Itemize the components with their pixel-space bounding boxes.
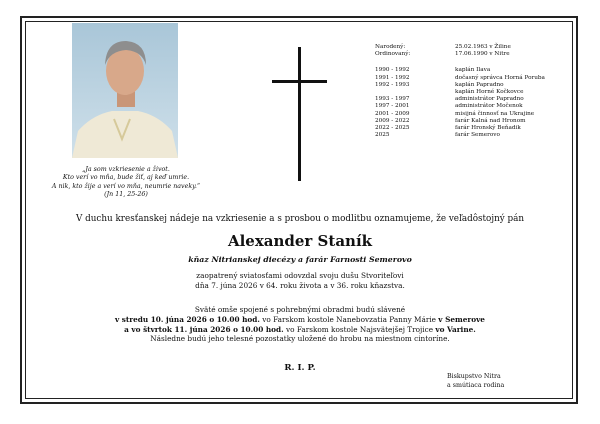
career-years: 2009 - 2022: [375, 117, 410, 124]
career-row: [375, 67, 545, 74]
announcement-intro: V duchu kresťanskej nádeje na vzkriesenie a s prosbou o modlitbu oznamujeme, že veľadôstojný pán: [75, 214, 525, 224]
career-role: administrátor Močenok: [455, 103, 523, 110]
signature-line: Biskupstvo Nitra: [447, 373, 501, 380]
career-row: [375, 118, 545, 125]
career-role: farár Semerovo: [455, 132, 500, 139]
ordination-label: Ordinovaný:: [375, 51, 411, 58]
deceased-role: kňaz Nitrianskej diecézy a farár Farnosti Semerovo: [188, 255, 412, 264]
career-years: 1997 - 2001: [375, 103, 410, 110]
career-row: [375, 103, 545, 110]
mass-line: Následne budú jeho telesné pozostatky uložené do hrobu na miestnom cintoríne.: [150, 334, 450, 344]
signature: [447, 373, 504, 390]
career-years: 2022 - 2025: [375, 125, 410, 132]
cross-icon: [298, 47, 301, 181]
quote-line: „Ja som vzkriesenie a život.: [82, 166, 170, 173]
career-role: dočasný správca Horná Poruba: [455, 74, 545, 81]
quote-line: Kto verí vo mňa, bude žiť, aj keď umrie.: [62, 174, 190, 182]
career-role: kaplán Horné Kočkovce: [455, 89, 524, 96]
deceased-name: Alexander Staník: [227, 232, 373, 250]
quote-reference: (Jn 11, 25-26): [104, 190, 148, 198]
career-years: 1990 - 1992: [375, 67, 410, 74]
career-years: 1991 - 1992: [375, 74, 410, 81]
mass-line: v stredu 10. júna 2026 o 10.00 hod. vo Farskom kostole Nanebovzatia Panny Márie v Semerove: [115, 314, 485, 324]
career-row: [375, 132, 545, 139]
career-years: 2001 - 2009: [375, 110, 410, 117]
career-role: kaplán Papradno: [455, 81, 504, 88]
career-years: 1992 - 1993: [375, 81, 410, 88]
career-row: [375, 82, 545, 89]
bible-quote: [40, 166, 212, 199]
career-role: kaplán Ilava: [455, 67, 491, 74]
career-years: [375, 89, 455, 96]
quote-line: A nik, kto žije a verí vo mňa, neumrie naveky.“: [51, 182, 201, 190]
rip-text: R. I. P.: [284, 363, 316, 373]
ordination-row: [375, 51, 545, 58]
birth-value: 25.02.1963 v Žiline: [455, 44, 511, 50]
death-notice: [0, 271, 600, 291]
cross-icon-bar: [272, 80, 327, 83]
career-role: administrátor Papradno: [455, 96, 524, 103]
mass-line: a vo štvrtok 11. júna 2026 o 10.00 hod. vo Farskom kostole Najsvätejšej Trojice vo Varine.: [124, 324, 476, 334]
death-line: dňa 7. júna 2026 v 64. roku života a v 36. roku kňazstva.: [195, 280, 405, 290]
mass-line: Sväté omše spojené s pohrebnými obradmi budú slávené: [194, 305, 406, 314]
career-role: farár Kalná nad Hronom: [455, 117, 526, 124]
funeral-mass-info: [0, 305, 600, 344]
career-role: farár Hronský Beňadik: [455, 125, 521, 132]
career-row: [375, 75, 545, 82]
career-years: 2025: [375, 132, 390, 139]
career-years: 1993 - 1997: [375, 96, 410, 103]
career-list: [375, 67, 545, 139]
biography: [375, 44, 545, 139]
career-row: [375, 111, 545, 118]
signature-line: a smútiaca rodina: [447, 381, 505, 389]
death-line: zaopatrený sviatosťami odovzdal svoju dušu Stvoriteľovi: [196, 271, 404, 280]
ordination-value: 17.06.1990 v Nitre: [455, 51, 510, 58]
birth-label: Narodený:: [375, 44, 406, 50]
career-role: misijná činnosť na Ukrajine: [455, 110, 535, 117]
portrait-photo: [72, 23, 178, 158]
